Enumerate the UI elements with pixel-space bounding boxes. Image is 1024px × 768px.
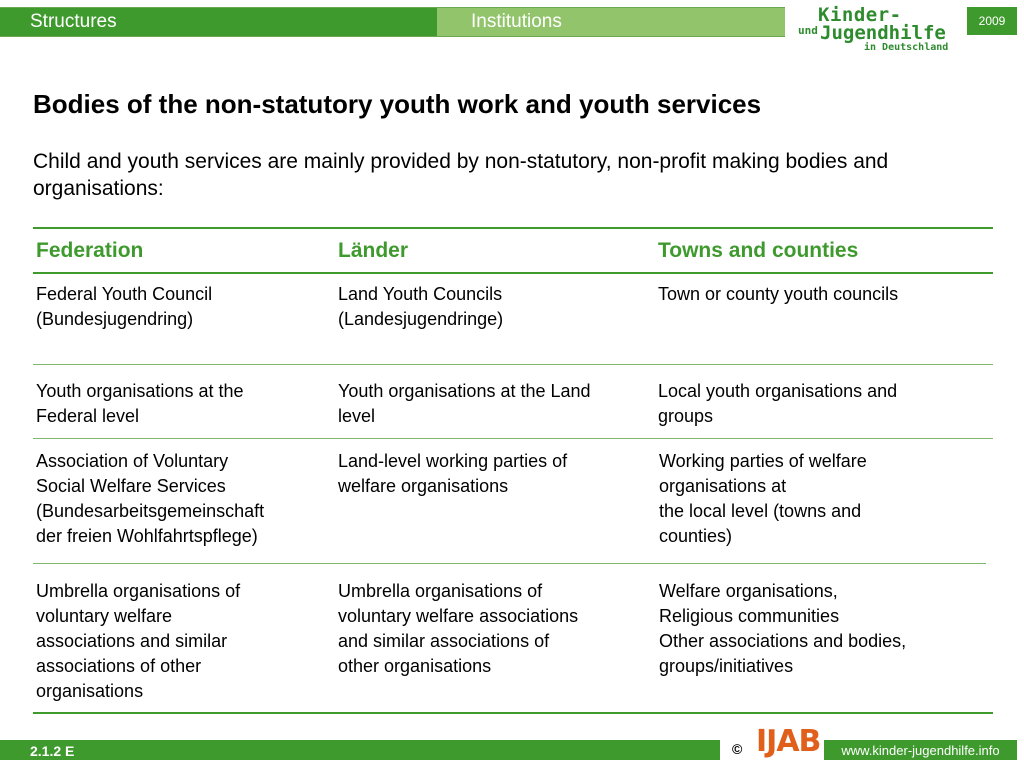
row-divider xyxy=(33,438,993,439)
copyright-symbol: © xyxy=(732,741,743,757)
top-navigation-bar xyxy=(0,7,785,37)
row-divider xyxy=(33,364,993,365)
table-cell: Umbrella organisations of voluntary welfare associations and similar associations of other organisations xyxy=(338,581,579,676)
logo-line-1: Kinder- xyxy=(818,4,902,26)
footer-bar xyxy=(0,740,720,760)
table-cell: Welfare organisations, Religious communities Other associations and bodies, groups/initiatives xyxy=(659,581,907,676)
table-cell: Land Youth Councils (Landesjugendringe) xyxy=(338,284,504,329)
table-cell: Association of Voluntary Social Welfare Services (Bundesarbeitsgemeinschaft der freien Wohlfahrtspflege) xyxy=(36,451,265,546)
page-title: Bodies of the non-statutory youth work and youth services xyxy=(33,89,762,119)
table-cell: Working parties of welfare organisations at the local level (towns and counties) xyxy=(659,451,867,546)
table-cell: Umbrella organisations of voluntary welfare associations and similar associations of other organisations xyxy=(36,581,241,701)
year-badge: 2009 xyxy=(967,7,1017,35)
column-header-laender: Länder xyxy=(338,239,409,262)
table-header-rule xyxy=(33,272,993,274)
table-cell: Youth organisations at the Land level xyxy=(338,381,591,426)
table-bottom-rule xyxy=(33,712,993,714)
table-cell: Land-level working parties of welfare organisations xyxy=(338,451,568,496)
column-header-towns: Towns and counties xyxy=(658,239,859,262)
table-cell: Local youth organisations and groups xyxy=(658,381,898,426)
table-top-rule xyxy=(33,227,993,229)
table-cell: Federal Youth Council (Bundesjugendring) xyxy=(36,284,213,329)
website-link[interactable]: www.kinder-jugendhilfe.info xyxy=(824,740,1017,760)
logo-line-2: und xyxy=(798,24,818,37)
table-cell: Youth organisations at the Federal level xyxy=(36,381,244,426)
intro-text: Child and youth services are mainly provided by non-statutory, non-profit making bodies and organisations: xyxy=(33,150,889,200)
logo-line-3: Jugendhilfe xyxy=(820,22,946,44)
tab-institutions[interactable]: Institutions xyxy=(471,11,562,32)
tab-structures[interactable]: Structures xyxy=(0,8,437,36)
table-cell: Town or county youth councils xyxy=(658,284,899,304)
slide-code: 2.1.2 E xyxy=(30,743,75,759)
ijab-logo: IJAB xyxy=(756,724,821,759)
column-header-federation: Federation xyxy=(36,239,144,262)
logo-line-4: in Deutschland xyxy=(864,42,949,53)
row-divider xyxy=(33,563,986,564)
kinder-jugendhilfe-logo xyxy=(798,4,963,54)
